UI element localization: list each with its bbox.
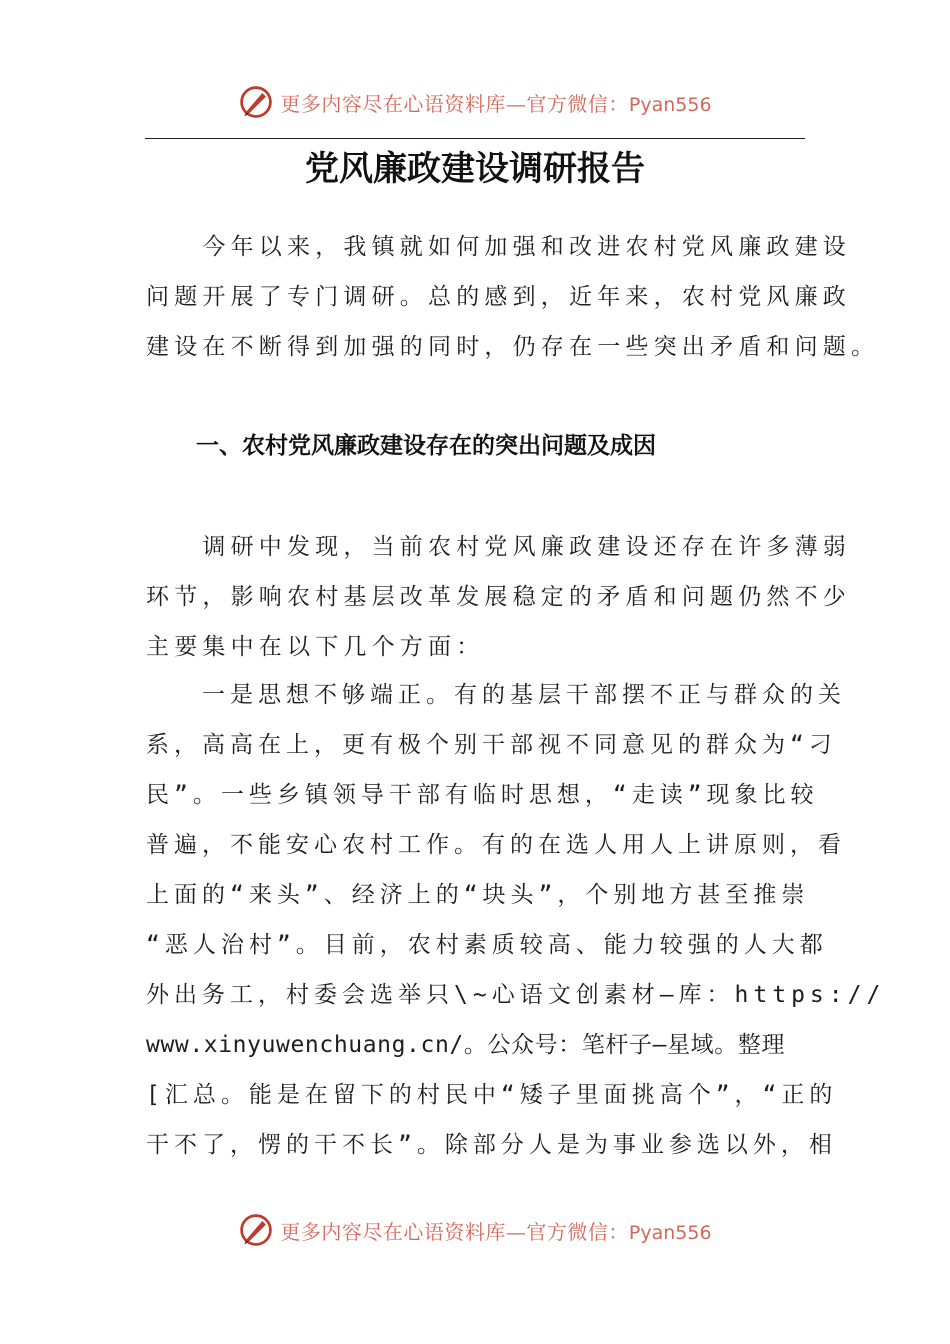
section-heading: 一、农村党风廉政建设存在的突出问题及成因 <box>196 433 656 459</box>
header-banner <box>0 82 950 122</box>
text-line: 一是思想不够端正。有的基层干部摆不正与群众的关 <box>146 682 846 708</box>
text-line: 环节，影响农村基层改革发展稳定的矛盾和问题仍然不少 <box>146 584 851 610</box>
text-line: “恶人治村”。目前，农村素质较高、能力较强的人大都 <box>146 932 828 958</box>
text-line: 干不了，愣的干不长”。除部分人是为事业参选以外，相 <box>146 1132 837 1158</box>
pen-logo-icon <box>238 1212 274 1248</box>
text-line: 民”。一些乡镇领导干部有临时思想，“走读”现象比较 <box>146 782 819 808</box>
title-divider <box>145 138 805 139</box>
section-intro-paragraph <box>146 522 851 672</box>
text-line: 普遍，不能安心农村工作。有的在选人用人上讲原则，看 <box>146 832 846 858</box>
text-line: 系，高高在上，更有极个别干部视不同意见的群众为“刁 <box>146 732 837 758</box>
text-line: 主要集中在以下几个方面： <box>146 634 485 660</box>
wechat-id: Pyan556 <box>628 93 712 116</box>
text-line: 今年以来，我镇就如何加强和改进农村党风廉政建设 <box>146 234 851 260</box>
footer-banner <box>0 1210 950 1250</box>
banner-text: 更多内容尽在心语资料库—官方微信：Pyan556 <box>280 91 712 116</box>
point-one-paragraph <box>146 670 886 1170</box>
banner-text: 更多内容尽在心语资料库—官方微信：Pyan556 <box>280 1219 712 1244</box>
document-title: 党风廉政建设调研报告 <box>305 149 645 189</box>
text-line: 外出务工，村委会选举只\~心语文创素材—库：https:// <box>146 982 886 1008</box>
intro-paragraph <box>146 222 880 372</box>
text-line: [汇总。能是在留下的村民中“矮子里面挑高个”，“正的 <box>146 1082 838 1108</box>
pen-logo-icon <box>238 84 274 120</box>
text-line: www.xinyuwenchuang.cn/。公众号：笔杆子—星域。整理 <box>146 1032 786 1058</box>
text-line: 调研中发现，当前农村党风廉政建设还存在许多薄弱 <box>146 534 851 560</box>
text-line: 上面的“来头”、经济上的“块头”，个别地方甚至推崇 <box>146 882 810 908</box>
text-line: 建设在不断得到加强的同时，仍存在一些突出矛盾和问题。 <box>146 334 880 360</box>
text-line: 问题开展了专门调研。总的感到，近年来，农村党风廉政 <box>146 284 851 310</box>
wechat-id: Pyan556 <box>628 1221 712 1244</box>
